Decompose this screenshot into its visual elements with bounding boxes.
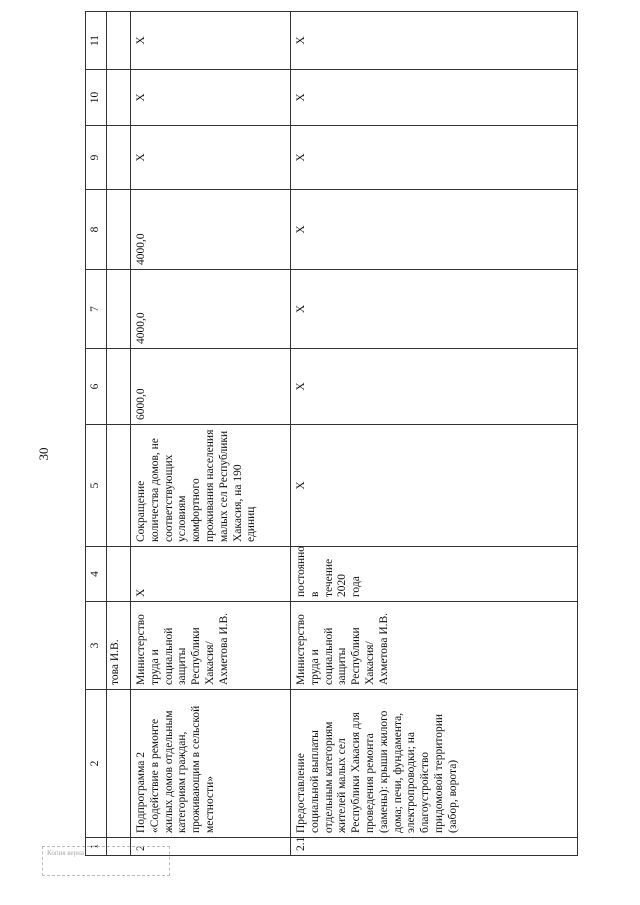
table-area: [85, 34, 578, 856]
row-value-8: 4000,0: [131, 190, 291, 270]
row-value-6: Х: [291, 349, 578, 425]
row-name: Предоставление социальной выплаты отдельным категориям жителей малых сел Республики Хакасия для проведения ремонта (замены): крыши жилого дома; печи, фундамента, электропроводки; на благоустройство придомовой территории (забор, ворота): [291, 690, 578, 838]
continuation-row: [107, 12, 131, 856]
header-col-2: 2: [86, 690, 107, 838]
header-col-5: 5: [86, 425, 107, 547]
header-row: [86, 12, 107, 856]
row-deadline: Х: [131, 547, 291, 602]
page-number: 30: [36, 447, 51, 461]
header-col-1: 1: [86, 838, 107, 856]
continuation-responsible: това И.В.: [107, 602, 131, 690]
row-number: 2: [131, 838, 291, 856]
row-value-11: Х: [291, 12, 578, 70]
row-number: 2.1: [291, 838, 578, 856]
row-name: Подпрограмма 2 «Содействие в ремонте жилых домов отдельным категориям граждан, проживающим в сельской местности»: [131, 690, 291, 838]
row-value-7: Х: [291, 270, 578, 349]
header-col-9: 9: [86, 126, 107, 190]
rotated-table-wrapper: [85, 34, 578, 856]
row-responsible: Министерство труда и социальной защиты Республики Хакасия/Ахметова И.В.: [131, 602, 291, 690]
table-row: [291, 12, 578, 856]
header-col-3: 3: [86, 602, 107, 690]
header-col-8: 8: [86, 190, 107, 270]
header-col-6: 6: [86, 349, 107, 425]
header-col-4: 4: [86, 547, 107, 602]
table-row: [131, 12, 291, 856]
stamp-text: Копия верна: [47, 849, 85, 857]
row-value-11: Х: [131, 12, 291, 70]
row-result: Сокращение количества домов, не соответствующих условиям комфортного проживания населения малых сел Республики Хакасия, на 190 единиц: [131, 425, 291, 547]
header-col-10: 10: [86, 70, 107, 126]
row-value-10: Х: [291, 70, 578, 126]
row-value-9: Х: [291, 126, 578, 190]
header-col-11: 11: [86, 12, 107, 70]
row-value-6: 6000,0: [131, 349, 291, 425]
row-deadline: постоянно в течение 2020 года: [291, 547, 578, 602]
row-value-7: 4000,0: [131, 270, 291, 349]
row-value-8: Х: [291, 190, 578, 270]
program-table: [85, 11, 578, 856]
row-value-9: Х: [131, 126, 291, 190]
certification-stamp: [42, 846, 170, 876]
row-responsible: Министерство труда и социальной защиты Республики Хакасия/Ахметова И.В.: [291, 602, 578, 690]
row-value-10: Х: [131, 70, 291, 126]
row-result: Х: [291, 425, 578, 547]
header-col-7: 7: [86, 270, 107, 349]
